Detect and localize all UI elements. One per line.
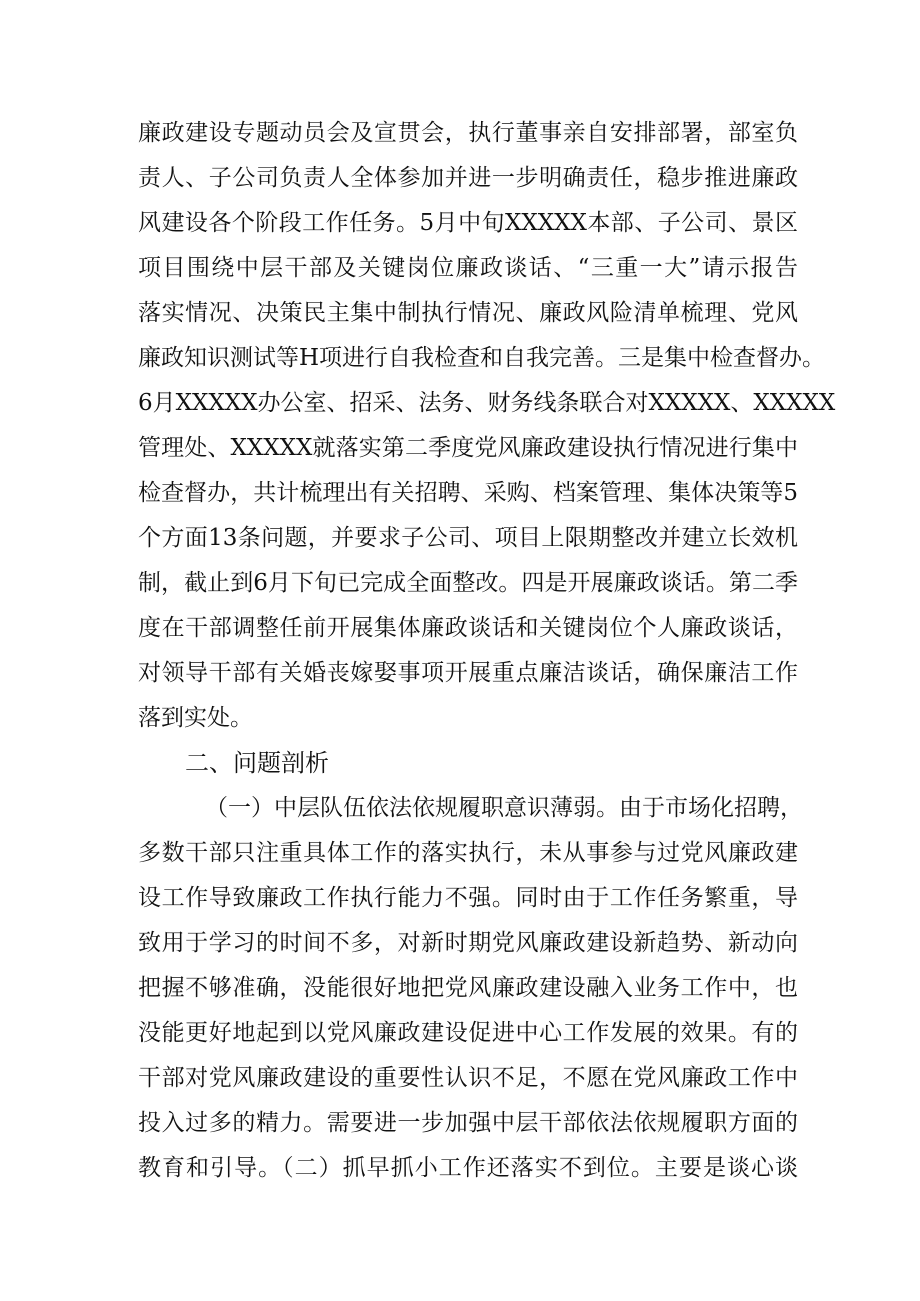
paragraph-line: 把握不够准确，没能很好地把党风廉政建设融入业务工作中，也	[138, 975, 798, 1001]
paragraph-line: 落到实处。	[138, 705, 253, 731]
section-heading: 二、问题剖析	[185, 749, 329, 777]
paragraph-line: 投入过多的精力。需要进一步加强中层干部依法依规履职方面的	[138, 1110, 798, 1136]
paragraph-line: 制，截止到6月下旬已完成全面整改。四是开展廉政谈话。第二季	[138, 570, 798, 596]
paragraph-line: 干部对党风廉政建设的重要性认识不足，不愿在党风廉政工作中	[138, 1065, 798, 1091]
paragraph-line: 检查督办，共计梳理出有关招聘、采购、档案管理、集体决策等5	[138, 480, 798, 506]
paragraph-line: 责人、子公司负责人全体参加并进一步明确责任，稳步推进廉政	[138, 165, 798, 191]
paragraph-line: 管理处、XXXXX就落实第二季度党风廉政建设执行情况进行集中	[138, 435, 798, 461]
paragraph-line: 设工作导致廉政工作执行能力不强。同时由于工作任务繁重，导	[138, 885, 798, 911]
paragraph-line: 多数干部只注重具体工作的落实执行，未从事参与过党风廉政建	[138, 840, 798, 866]
paragraph-line: 对领导干部有关婚丧嫁娶事项开展重点廉洁谈话，确保廉洁工作	[138, 660, 798, 686]
paragraph-line: 个方面13条问题，并要求子公司、项目上限期整改并建立长效机	[138, 525, 798, 551]
paragraph-line: 度在干部调整任前开展集体廉政谈话和关键岗位个人廉政谈话，	[138, 615, 798, 641]
paragraph-line: （一）中层队伍依法依规履职意识薄弱。由于市场化招聘，	[205, 795, 803, 821]
paragraph-line: 项目围绕中层干部及关键岗位廉政谈话、“三重一大”请示报告	[138, 255, 798, 281]
paragraph-line: 6月XXXXX办公室、招采、法务、财务线条联合对XXXXX、XXXXX	[138, 390, 836, 416]
paragraph-line: 落实情况、决策民主集中制执行情况、廉政风险清单梳理、党风	[138, 300, 798, 326]
paragraph-line: 廉政建设专题动员会及宣贯会，执行董事亲自安排部署，部室负	[138, 120, 798, 146]
paragraph-line: 教育和引导。（二）抓早抓小工作还落实不到位。主要是谈心谈	[138, 1155, 798, 1181]
paragraph-line: 廉政知识测试等H项进行自我检查和自我完善。三是集中检查督办。	[138, 345, 826, 371]
paragraph-line: 没能更好地起到以党风廉政建设促进中心工作发展的效果。有的	[138, 1020, 798, 1046]
paragraph-line: 致用于学习的时间不多，对新时期党风廉政建设新趋势、新动向	[138, 930, 798, 956]
paragraph-line: 风建设各个阶段工作任务。5月中旬XXXXX本部、子公司、景区	[138, 210, 798, 236]
